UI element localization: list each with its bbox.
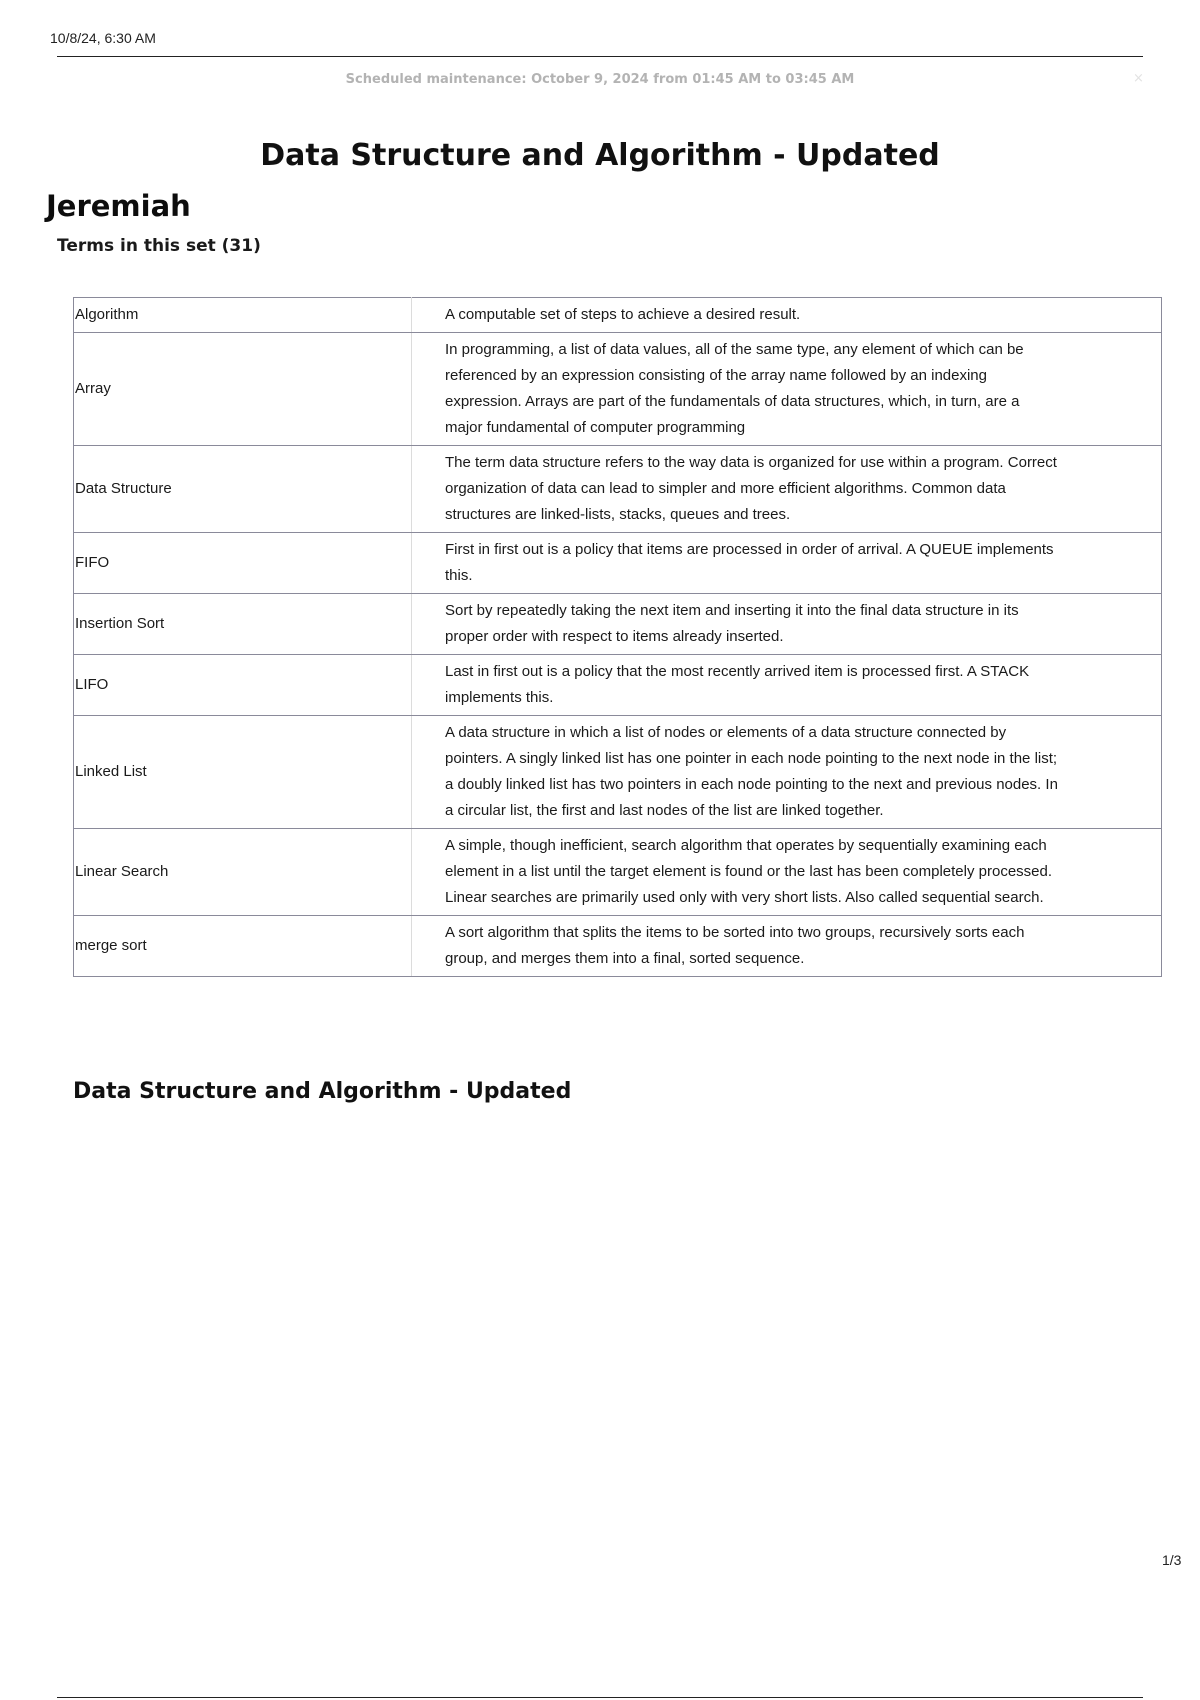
term-cell: Data Structure <box>74 446 412 533</box>
page-title: Data Structure and Algorithm - Updated <box>260 138 940 173</box>
table-row <box>74 655 1162 716</box>
footer-divider <box>57 1697 1143 1698</box>
definition-cell: A computable set of steps to achieve a desired result. <box>412 298 1162 333</box>
table-row <box>74 298 1162 333</box>
print-date: 10/8/24, 6:30 AM <box>50 30 156 46</box>
maintenance-banner: Scheduled maintenance: October 9, 2024 from 01:45 AM to 03:45 AM <box>345 72 855 87</box>
table-row <box>74 916 1162 977</box>
term-cell: LIFO <box>74 655 412 716</box>
terms-table <box>73 297 1162 977</box>
table-row <box>74 446 1162 533</box>
term-cell: Insertion Sort <box>74 594 412 655</box>
table-row <box>74 594 1162 655</box>
term-cell: Array <box>74 333 412 446</box>
definition-cell: Sort by repeatedly taking the next item and inserting it into the final data structure in its proper order with respect to items already inserted. <box>412 594 1162 655</box>
table-row <box>74 829 1162 916</box>
definition-cell: A data structure in which a list of nodes or elements of a data structure connected by pointers. A singly linked list has one pointer in each node pointing to the next node in the list; a doubly linked list has two pointers in each node pointing to the next and previous nodes. In a circular list, the first and last nodes of the list are linked together. <box>412 716 1162 829</box>
page-number: 1/3 <box>1162 1552 1182 1568</box>
term-cell: FIFO <box>74 533 412 594</box>
header-divider <box>57 56 1143 57</box>
table-row <box>74 716 1162 829</box>
table-row <box>74 333 1162 446</box>
terms-count-heading: Terms in this set (31) <box>57 236 261 256</box>
author-name[interactable]: Jeremiah <box>46 189 191 223</box>
definition-cell: The term data structure refers to the way data is organized for use within a program. Correct organization of data can lead to simpler and more efficient algorithms. Common data structures are linked-lists, stacks, queues and trees. <box>412 446 1162 533</box>
definition-cell: A simple, though inefficient, search algorithm that operates by sequentially examining each element in a list until the target element is found or the last has been completely processed. Linear searches are primarily used only with very short lists. Also called sequential search. <box>412 829 1162 916</box>
table-row <box>74 533 1162 594</box>
definition-cell: First in first out is a policy that items are processed in order of arrival. A QUEUE implements this. <box>412 533 1162 594</box>
close-icon[interactable]: × <box>1133 71 1144 86</box>
definition-cell: In programming, a list of data values, all of the same type, any element of which can be referenced by an expression consisting of the array name followed by an indexing expression. Arrays are part of the fundamentals of data structures, which, in turn, are a major fundamental of computer programming <box>412 333 1162 446</box>
definition-cell: A sort algorithm that splits the items to be sorted into two groups, recursively sorts each group, and merges them into a final, sorted sequence. <box>412 916 1162 977</box>
term-cell: Linked List <box>74 716 412 829</box>
term-cell: merge sort <box>74 916 412 977</box>
definition-cell: Last in first out is a policy that the most recently arrived item is processed first. A STACK implements this. <box>412 655 1162 716</box>
term-cell: Linear Search <box>74 829 412 916</box>
term-cell: Algorithm <box>74 298 412 333</box>
footer-title: Data Structure and Algorithm - Updated <box>73 1079 572 1104</box>
